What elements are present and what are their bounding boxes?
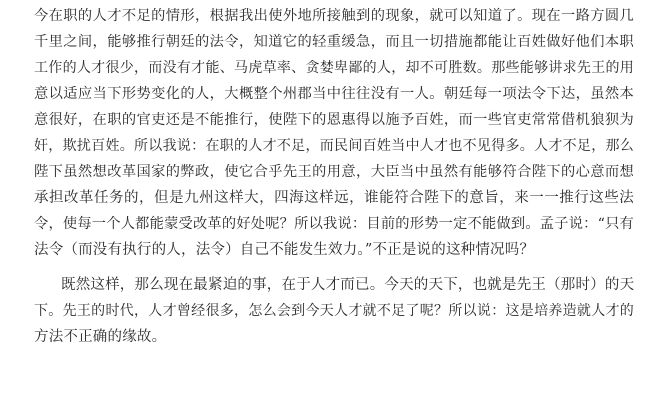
text-line-4: 意以适应当下形势变化的人，大概整个州郡当中往往没有一人。朝廷每一项法令下达，虽然本 (34, 86, 634, 102)
text-line-13: 方法不正确的缘故。 (34, 329, 167, 345)
text-line-7: 陛下虽然想改革国家的弊政，使它合乎先王的用意，大臣当中虽然有能够符合陛下的心意而想 (34, 164, 634, 180)
text-line-11: 既然这样，那么现在最紧迫的事，在于人才而已。今天的天下，也就是先王（那时）的天 (61, 277, 634, 293)
text-line-12: 下。先王的时代，人才曾经很多，怎么会到今天人才就不足了呢？所以说：这是培养造就人才的 (34, 303, 634, 319)
text-line-10: 法令（而没有执行的人，法令）自己不能发生效力。”不正是说的这种情况吗？ (34, 242, 535, 258)
text-line-9: 令，使每一个人都能蒙受改革的好处呢？所以我说：目前的形势一定不能做到。孟子说：“只有 (34, 216, 634, 232)
text-line-6: 奸，欺扰百姓。所以我说：在职的人才不足，而民间百姓当中人才也不见得多。人才不足，那么 (34, 138, 634, 154)
text-line-3: 工作的人才很少，而没有才能、马虎草率、贪婪卑鄙的人，却不可胜数。那些能够讲求先王的用 (34, 60, 634, 76)
text-line-8: 承担改革任务的，但是九州这样大，四海这样远，谁能符合陛下的意旨，来一一推行这些法 (34, 190, 634, 206)
text-line-5: 意很好，在职的官吏还是不能推行，使陛下的恩惠得以施予百姓，而一些官吏常常借机狼狈为 (34, 112, 634, 128)
text-line-1: 今在职的人才不足的情形，根据我出使外地所接触到的现象，就可以知道了。现在一路方圆几 (34, 8, 634, 24)
text-line-2: 千里之间，能够推行朝廷的法令，知道它的轻重缓急，而且一切措施都能让百姓做好他们本职 (34, 34, 634, 50)
